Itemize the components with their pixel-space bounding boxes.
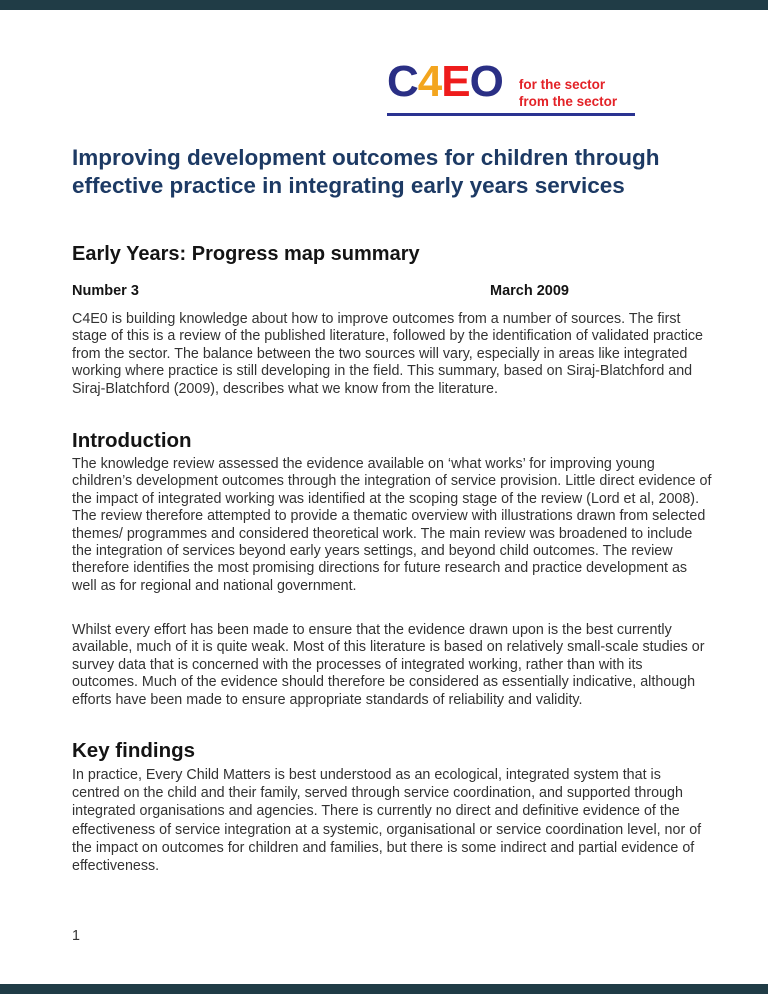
logo-letter: O bbox=[469, 57, 503, 106]
logo-letter: 4 bbox=[417, 57, 442, 106]
paragraph: The knowledge review assessed the evidence available on ‘what works’ for improving young children’s development outcomes through the integration of service provision. Little direct evidence of the impact of integrated working was identified at the scoping stage of the review (Lord et al, 2008). The review therefore attempted to provide a thematic overview with illustrations drawn from selected themes/ programmes and considered theoretical work. The main review was broadened to include the integration of services beyond early years settings, and beyond child outcomes. The review therefore identifies the most promising directions for future research and practice development as well as for regional and national government. bbox=[72, 456, 712, 594]
c4eo-logo bbox=[387, 57, 635, 116]
logo-wordmark bbox=[387, 57, 503, 106]
document-title: Improving development outcomes for children through effective practice in integrating early years services bbox=[72, 145, 660, 198]
issue-meta-row bbox=[72, 282, 712, 300]
logo-tagline-line: for the sector bbox=[518, 77, 606, 92]
document-subtitle: Early Years: Progress map summary bbox=[72, 243, 420, 265]
paragraph: Whilst every effort has been made to ensure that the evidence drawn upon is the best currently available, much of it is quite weak. Most of this literature is based on relatively small-scale studies or survey data that is concerned with the processes of integrated working, rather than with its outcomes. Much of the evidence should therefore be considered as essentially indicative, although efforts have been made to ensure appropriate standards of reliability and validity. bbox=[72, 622, 705, 708]
logo-tagline bbox=[519, 77, 617, 110]
logo-letter: E bbox=[441, 57, 470, 106]
bottom-edge-bar bbox=[0, 984, 768, 994]
top-edge-bar bbox=[0, 0, 768, 10]
lead-paragraph: C4E0 is building knowledge about how to improve outcomes from a number of sources. The first stage of this is a review of the published literature, followed by the identification of validated practice from the sector. The balance between the two sources will vary, especially in areas like integrated working where practice is still developing in the field. This summary, based on Siraj-Blatchford and Siraj-Blatchford (2009), describes what we know from the literature. bbox=[72, 311, 704, 397]
logo-letter: C bbox=[387, 57, 418, 106]
issue-date: March 2009 bbox=[490, 283, 569, 299]
paragraph: In practice, Every Child Matters is best understood as an ecological, integrated system that is centred on the child and their family, served through service coordination, and supported through integrated organisations and agencies. There is currently no direct and definitive evidence of the effectiveness of service integration at a systemic, organisational or service coordination level, nor of the impact on outcomes for children and families, but there is some indirect and partial evidence of effectiveness. bbox=[72, 767, 702, 875]
page-number: 1 bbox=[72, 928, 80, 944]
section-heading-key-findings: Key findings bbox=[72, 739, 196, 762]
section-heading-introduction: Introduction bbox=[72, 429, 192, 452]
logo-tagline-line: from the sector bbox=[518, 93, 618, 109]
issue-number: Number 3 bbox=[72, 283, 139, 299]
